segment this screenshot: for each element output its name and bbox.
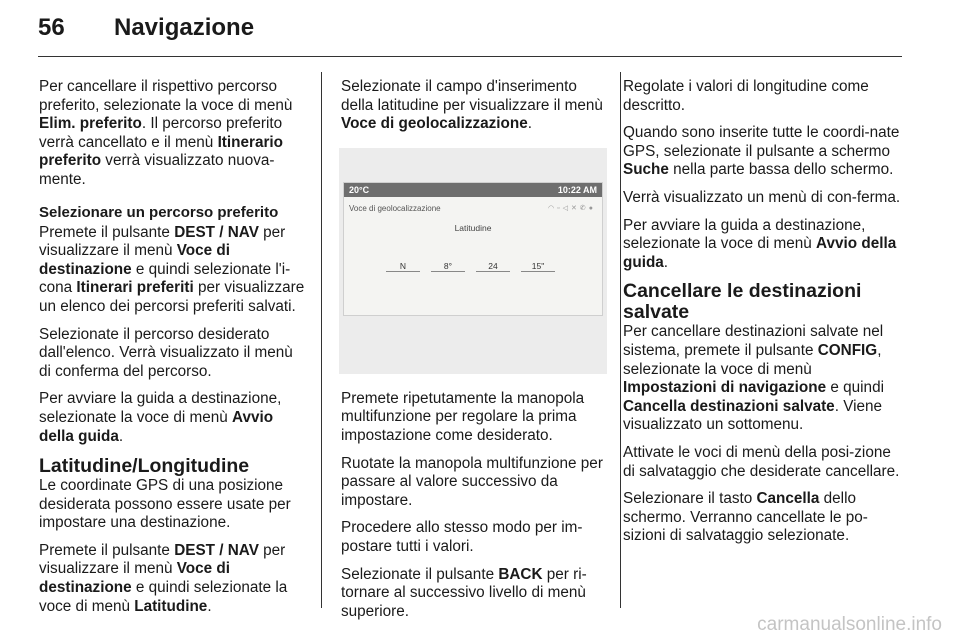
menu-avvio-della-guida: Avvio della guida — [39, 408, 274, 445]
icon-itinerari-preferiti: Itinerari preferiti — [76, 279, 194, 297]
mute-icon: ◁ — [562, 204, 572, 212]
coord-hemisphere: N — [399, 260, 407, 271]
watermark: carmanualsonline.info — [757, 614, 942, 635]
paragraph-start-guidance: Per avviare la guida a destinazione, selezionate la voce di menù Avvio della guida. — [623, 216, 897, 271]
button-dest-nav: DEST / NAV — [174, 223, 259, 241]
coord-underline — [386, 271, 420, 272]
heading-delete-destinations: Cancellare le destinazioni salvate — [623, 280, 862, 324]
paragraph-press-knob: Premete ripetutamente la manopola multifunzione per regolare la prima impostazione come desiderato. — [341, 389, 585, 444]
paragraph-confirm-menu: Verrà visualizzato un menù di con-ferma. — [623, 188, 901, 206]
menu-item-elim-preferito: Elim. preferito — [39, 115, 142, 133]
latitude-field-label: Latitudine — [454, 222, 492, 233]
coord-underline — [476, 271, 510, 272]
coord-seconds: 15" — [531, 260, 545, 271]
coord-degrees: 8° — [443, 260, 453, 271]
menu-cancella-destinazioni: Cancella destinazioni salvate — [623, 397, 835, 415]
button-cancella: Cancella — [756, 490, 820, 508]
screen-menu-title: Voce di geolocalizzazione — [349, 203, 441, 213]
button-dest-nav: DEST / NAV — [174, 541, 259, 559]
screenshot-figure — [339, 148, 607, 374]
clock-readout: 10:22 AM — [557, 184, 597, 195]
button-suche: Suche — [623, 161, 669, 179]
bluetooth-icon: ✕ — [571, 204, 580, 212]
page-header — [38, 14, 254, 42]
menu-voce-di-destinazione: Voce di destinazione — [39, 242, 231, 278]
coordinate-inputs — [386, 257, 556, 279]
column-3 — [623, 78, 906, 555]
heading-select-favorite: Selezionare un percorso preferito — [39, 203, 279, 221]
paragraph-gps-coordinates: Le coordinate GPS di una posizione desiderata possono essere usate per impostare una destinazione. — [39, 477, 291, 532]
paragraph-activate-items: Attivate le voci di menù della posi-zione di salvataggio che desiderate cancellare. — [623, 443, 900, 480]
column-divider-2 — [620, 72, 621, 608]
coord-underline — [521, 271, 555, 272]
menu-latitudine: Latitudine — [134, 597, 208, 615]
menu-avvio-della-guida: Avvio della guida — [623, 235, 897, 271]
paragraph-config: Per cancellare destinazioni salvate nel sistema, premete il pulsante CONFIG, selezionate la voce di menù Impostazioni di navigazione e quindi Cancella destinazioni salvate. Viene visualizzato un sottomenu. — [623, 323, 884, 434]
info-icon: ● — [588, 204, 596, 212]
page-title: Navigazione — [114, 14, 255, 41]
heading-latitude-longitude: Latitudine/Longitudine — [39, 455, 250, 478]
paragraph-back: Selezionate il pulsante BACK per ri-tornare al successivo livello di menù superiore. — [341, 565, 587, 620]
menu-voce-di-destinazione: Voce di destinazione — [39, 560, 231, 597]
paragraph-latitude-field: Selezionate il campo d'inserimento della latitudine per visualizzare il menù Voce di geolocalizzazione. — [341, 78, 603, 133]
signal-icon: ◠ — [548, 204, 558, 212]
menu-itinerario-preferito: Itinerario preferito — [39, 133, 284, 170]
coord-minutes: 24 — [488, 260, 498, 271]
menu-impostazioni-navigazione: Impostazioni di navigazione — [623, 379, 827, 397]
paragraph-suche: Quando sono inserite tutte le coordi-nate GPS, selezionate il pulsante a schermo Suche nella parte bassa dello schermo. — [623, 124, 900, 179]
paragraph-dest-nav: Premete il pulsante DEST / NAV per visualizzare il menù Voce di destinazione e quindi selezionate l'i-cona Itinerari preferiti per visualizzare un elenco dei percorsi preferiti salvati. — [39, 223, 305, 315]
column-2 — [341, 78, 606, 630]
paragraph-repeat: Procedere allo stesso modo per im-postare tutti i valori. — [341, 519, 583, 555]
column-divider-1 — [321, 72, 322, 608]
radio-icon: ▫ — [557, 204, 563, 212]
paragraph-longitude: Regolate i valori di longitudine come descritto. — [623, 78, 869, 114]
temperature-readout: 20°C — [349, 184, 370, 195]
paragraph-cancella: Selezionare il tasto Cancella dello schermo. Verranno cancellate le po-sizioni di salvataggio selezionate. — [623, 490, 868, 545]
button-back: BACK — [498, 565, 543, 583]
header-rule — [38, 56, 902, 57]
menu-voce-di-geolocalizzazione: Voce di geolocalizzazione — [341, 115, 528, 133]
button-config: CONFIG — [817, 341, 878, 359]
paragraph-select-route: Selezionate il percorso desiderato dall'elenco. Verrà visualizzato il menù di conferma del percorso. — [39, 325, 293, 380]
paragraph-delete-favorite: Per cancellare il rispettivo percorso preferito, selezionate la voce di menù Elim. preferito. Il percorso preferito verrà cancellato e il menù Itinerario preferito verrà visualizzato nuova-mente. — [39, 78, 293, 188]
page-number: 56 — [38, 14, 65, 41]
column-1 — [39, 78, 307, 625]
infotainment-screen — [343, 182, 603, 316]
paragraph-select-latitude: Premete il pulsante DEST / NAV per visualizzare il menù Voce di destinazione e quindi selezionate la voce di menù Latitudine. — [39, 541, 288, 615]
coord-underline — [431, 271, 465, 272]
phone-icon: ✆ — [579, 204, 589, 212]
status-icons — [548, 200, 596, 219]
screen-status-bar — [344, 183, 602, 197]
paragraph-rotate-knob: Ruotate la manopola multifunzione per passare al valore successivo da impostare. — [341, 454, 603, 509]
paragraph-start-guidance: Per avviare la guida a destinazione, selezionate la voce di menù Avvio della guida. — [39, 390, 282, 445]
